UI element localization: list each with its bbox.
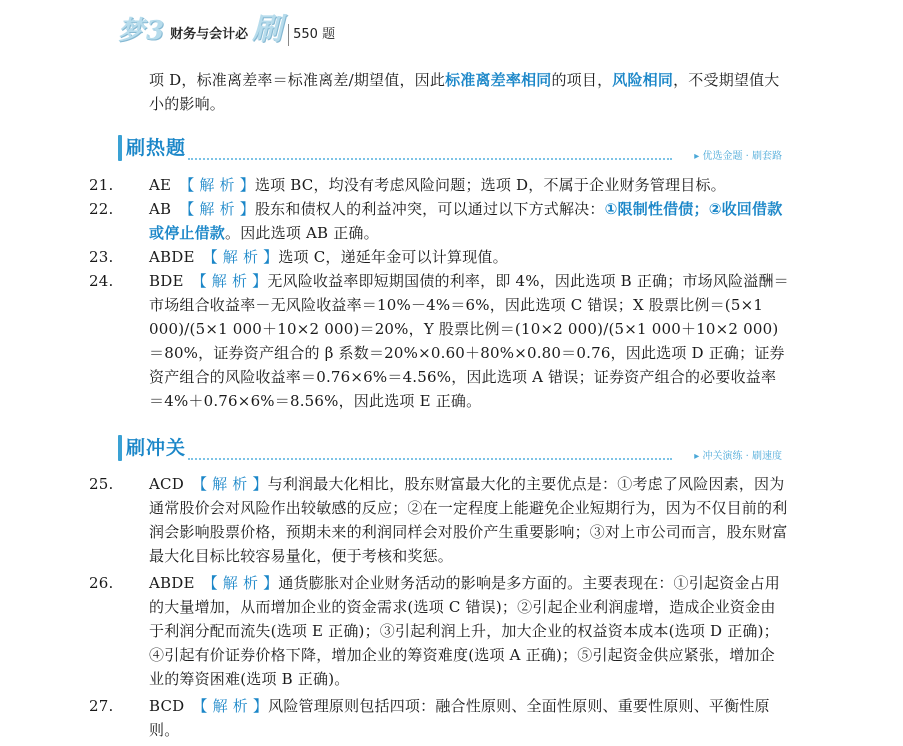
item-text-tail: 。因此选项 AB 正确。 (225, 224, 379, 242)
item-answer: ACD (149, 475, 184, 493)
item-answer: AE (149, 176, 172, 194)
item-text: 选项 BC，均没有考虑风险问题；选项 D，不属于企业财务管理目标。 (254, 176, 726, 194)
analysis-tag: 【 解 析 】 (202, 574, 279, 592)
section-title: 刷冲关 (126, 437, 187, 459)
intro-text-3: ，不受期望值大小的影响。 (149, 71, 780, 113)
intro-paragraph (149, 68, 789, 116)
intro-text-1: 项 D，标准离差率＝标准离差/期望值，因此 (149, 71, 446, 89)
section-tag-text: 冲关演练 · 刷速度 (702, 451, 782, 462)
analysis-tag: 【 解 析 】 (192, 697, 269, 715)
item-number: 25. (89, 475, 114, 493)
intro-highlight-2: 风险相同 (612, 71, 674, 89)
item-number: 22. (89, 200, 114, 218)
arrow-icon: ▸ (694, 151, 703, 162)
brand-logo-char: 梦 (118, 16, 145, 46)
section-title: 刷热题 (126, 137, 187, 159)
item-answer: AB (149, 200, 172, 218)
analysis-tag: 【 解 析 】 (179, 200, 255, 218)
answer-item-22 (89, 197, 789, 245)
intro-highlight-1: 标准离差率相同 (445, 71, 552, 89)
item-number: 23. (89, 248, 114, 266)
item-number: 21. (89, 176, 114, 194)
brand-logo-number: 3 (146, 16, 165, 46)
intro-text-2: 的项目， (551, 71, 613, 89)
section-bar (118, 135, 122, 161)
item-answer: BDE (149, 272, 184, 290)
book-title: 财务与会计必 (170, 27, 249, 42)
analysis-tag: 【 解 析 】 (179, 176, 255, 194)
item-text: 无风险收益率即短期国债的利率，即 4%，因此选项 B 正确；市场风险溢酬＝市场组合收益率－无风险收益率＝10%－4%＝6%，因此选项 C 错误；X 股票比例＝(5×1 000)/(5×1 000＋10×2 000)＝20%，Y 股票比例＝(10×2 000)/(5×1 000＋10×2 000)＝80%，证券资产组合的 β 系数＝20%×0.60＋80%×0.80＝0.76，因此选项 D 正确；证券资产组合的风险收益率＝0.76×6%＝4.56%，因此选项 A 错误；证券资产组合的必要收益率＝4%＋0.76×6%＝8.56%，因此选项 E 正确。 (149, 272, 789, 410)
analysis-tag: 【 解 析 】 (191, 272, 268, 290)
item-highlight: ①限制性借债；②收回借款或停止借款 (149, 200, 783, 242)
section-bar (118, 435, 122, 461)
question-count: 550 题 (288, 24, 335, 46)
answer-item-24 (89, 269, 789, 413)
item-text: 选项 C，递延年金可以计算现值。 (278, 248, 508, 266)
item-answer: BCD (149, 697, 185, 715)
answer-item-21 (89, 173, 789, 197)
item-number: 27. (89, 697, 114, 715)
item-text: 股东和债权人的利益冲突，可以通过以下方式解决： (254, 200, 605, 218)
item-number: 26. (89, 574, 114, 592)
section-header-challenge (118, 433, 782, 465)
section-divider (188, 458, 672, 460)
answer-item-26 (89, 571, 789, 691)
answer-item-27 (89, 694, 789, 742)
section-divider (188, 158, 672, 160)
answer-item-23 (89, 245, 789, 269)
item-text: 与利润最大化相比，股东财富最大化的主要优点是：①考虑了风险因素，因为通常股价会对风险作出较敏感的反应；②在一定程度上能避免企业短期行为，因为不仅目前的利润会影响股票价格，预期未来的利润同样会对股价产生重要影响；③对上市公司而言，股东财富最大化目标比较容易量化，便于考核和奖惩。 (149, 475, 788, 565)
section-header-hot (118, 133, 782, 165)
item-number: 24. (89, 272, 114, 290)
analysis-tag: 【 解 析 】 (191, 475, 268, 493)
item-text: 通货膨胀对企业财务活动的影响是多方面的。主要表现在：①引起资金占用的大量增加，从而增加企业的资金需求(选项 C 错误)；②引起企业利润虚增，造成企业资金由于利润分配而流失(选项 E 正确)；③引起利润上升，加大企业的权益资本成本(选项 D 正确)；④引起有价证券价格下降，增加企业的筹资难度(选项 A 正确)；⑤引起资金供应紧张，增加企业的筹资困难(选项 B 正确)。 (149, 574, 780, 688)
analysis-tag: 【 解 析 】 (202, 248, 279, 266)
brand-shua-char: 刷 (252, 12, 283, 47)
item-text: 风险管理原则包括四项：融合性原则、全面性原则、重要性原则、平衡性原则。 (149, 697, 770, 739)
section-tag (694, 449, 782, 465)
item-answer: ABDE (149, 248, 195, 266)
item-answer: ABDE (149, 574, 195, 592)
arrow-icon: ▸ (694, 451, 703, 462)
page-header (118, 6, 335, 46)
answer-item-25 (89, 472, 789, 568)
section-tag (694, 149, 782, 165)
section-tag-text: 优选金题 · 刷套路 (702, 151, 782, 162)
